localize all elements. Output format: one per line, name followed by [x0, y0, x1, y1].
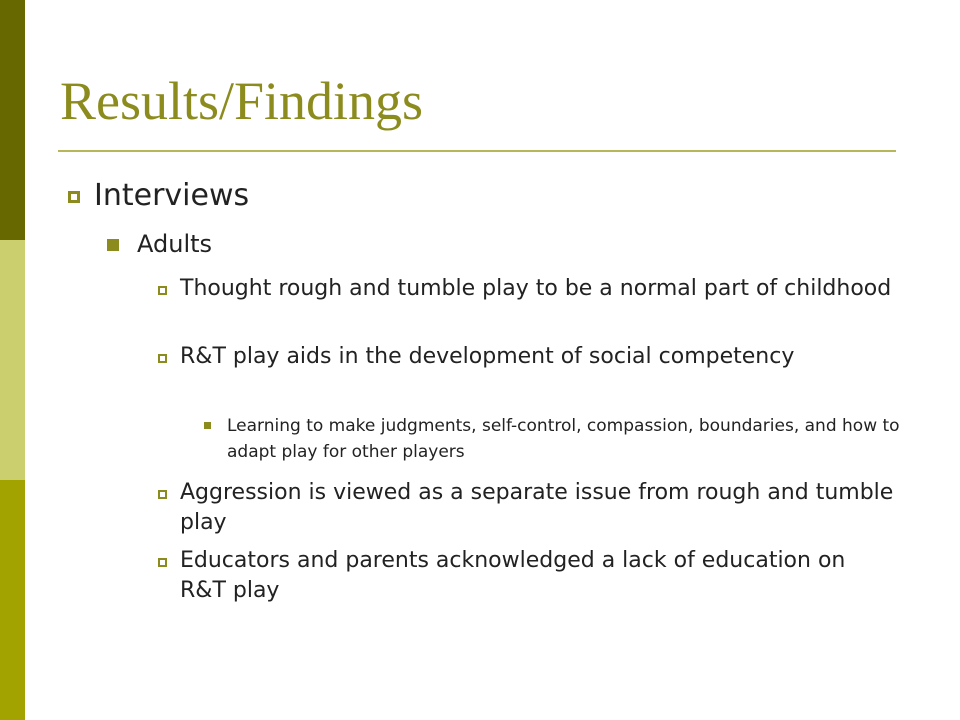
bullet-level2-adults [137, 229, 212, 259]
bullet-text: R&T play aids in the development of social competency [180, 344, 795, 369]
slide-title: Results/Findings [60, 71, 424, 131]
bullet-text: Adults [137, 230, 213, 258]
bullet-level3-point-4 [180, 546, 895, 606]
open-square-bullet-icon [68, 191, 80, 203]
bullet-text: Interviews [94, 178, 250, 213]
filled-square-bullet-icon [204, 422, 211, 429]
bullet-text: Thought rough and tumble play to be a normal part of childhood [180, 276, 892, 301]
bullet-text: Educators and parents acknowledged a lack of education on R&T play [180, 548, 846, 603]
bullet-level4-subpoint [227, 413, 907, 465]
bullet-level3-point-1 [180, 274, 895, 304]
open-square-bullet-icon [158, 558, 167, 567]
bullet-text: Learning to make judgments, self-control, compassion, boundaries, and how to adapt play for other players [227, 416, 900, 462]
bullet-level1-interviews [94, 178, 249, 214]
filled-square-bullet-icon [107, 239, 119, 251]
bullet-level3-point-3 [180, 478, 895, 538]
bullet-text: Aggression is viewed as a separate issue from rough and tumble play [180, 480, 894, 535]
open-square-bullet-icon [158, 286, 167, 295]
open-square-bullet-icon [158, 354, 167, 363]
open-square-bullet-icon [158, 490, 167, 499]
bullet-level3-point-2 [180, 342, 895, 372]
